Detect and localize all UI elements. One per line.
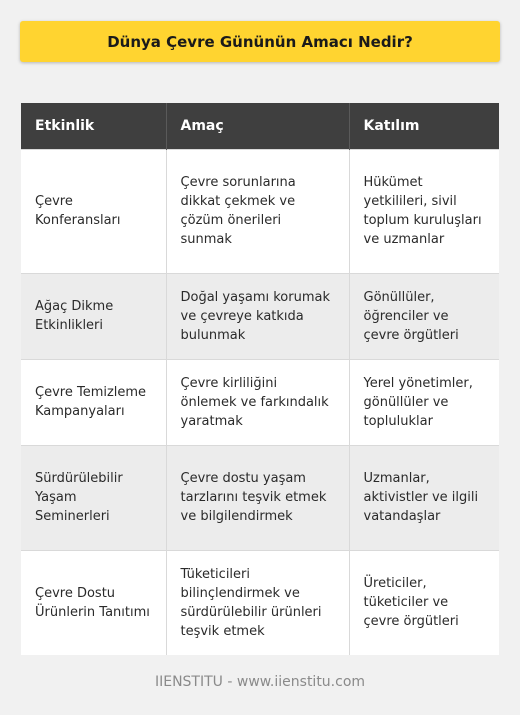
table-row <box>21 359 499 445</box>
cell-activity: Ağaç Dikme Etkinlikleri <box>21 273 166 359</box>
cell-participation: Uzmanlar, aktivistler ve ilgili vatandaşlar <box>349 445 499 550</box>
table-row <box>21 273 499 359</box>
cell-activity: Çevre Dostu Ürünlerin Tanıtımı <box>21 550 166 655</box>
column-header-participation: Katılım <box>349 103 499 149</box>
footer-credit: IIENSTITU - www.iienstitu.com <box>154 674 366 690</box>
column-header-activity: Etkinlik <box>21 103 166 149</box>
page-title: Dünya Çevre Gününün Amacı Nedir? <box>20 21 500 62</box>
table-row <box>21 149 499 273</box>
cell-activity: Çevre Temizleme Kampanyaları <box>21 359 166 445</box>
cell-participation: Üreticiler, tüketiciler ve çevre örgütleri <box>349 550 499 655</box>
cell-purpose: Çevre kirliliğini önlemek ve farkındalık yaratmak <box>166 359 349 445</box>
cell-purpose: Çevre sorunlarına dikkat çekmek ve çözüm önerileri sunmak <box>166 149 349 273</box>
cell-participation: Gönüllüler, öğrenciler ve çevre örgütleri <box>349 273 499 359</box>
table-header-row <box>21 103 499 149</box>
cell-participation: Hükümet yetkilileri, sivil toplum kuruluşları ve uzmanlar <box>349 149 499 273</box>
cell-purpose: Doğal yaşamı korumak ve çevreye katkıda bulunmak <box>166 273 349 359</box>
cell-purpose: Tüketicileri bilinçlendirmek ve sürdürülebilir ürünleri teşvik etmek <box>166 550 349 655</box>
column-header-purpose: Amaç <box>166 103 349 149</box>
table-row <box>21 445 499 550</box>
cell-activity: Çevre Konferansları <box>21 149 166 273</box>
cell-activity: Sürdürülebilir Yaşam Seminerleri <box>21 445 166 550</box>
table-row <box>21 550 499 655</box>
cell-participation: Yerel yönetimler, gönüllüler ve topluluklar <box>349 359 499 445</box>
activity-table <box>21 103 499 655</box>
cell-purpose: Çevre dostu yaşam tarzlarını teşvik etmek ve bilgilendirmek <box>166 445 349 550</box>
